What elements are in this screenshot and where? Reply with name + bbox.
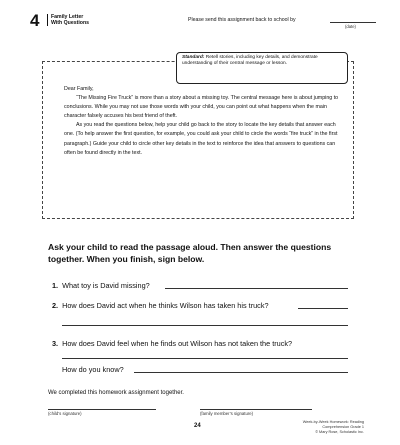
date-input-line[interactable] [330, 22, 376, 23]
child-signature-line[interactable] [48, 409, 156, 410]
footer-line-2: © Mary Rose, Scholastic Inc. [315, 430, 364, 434]
answer-line-1[interactable] [165, 288, 348, 289]
unit-number: 4 [30, 11, 40, 30]
question-1 [52, 281, 150, 290]
question-1-text: What toy is David missing? [62, 281, 150, 290]
question-3b [62, 365, 124, 374]
letter-body [64, 85, 339, 158]
question-2-text: How does David act when he thinks Wilson has taken his truck? [62, 301, 269, 310]
completed-statement: We completed this homework assignment together. [48, 390, 184, 396]
letter-greeting: Dear Family, [64, 86, 94, 92]
unit-title [47, 14, 89, 26]
answer-line-3a[interactable] [62, 358, 348, 359]
family-signature-line[interactable] [200, 409, 312, 410]
answer-line-2b[interactable] [62, 325, 348, 326]
letter-paragraph-2: As you read the questions below, help your child go back to the story to locate the key details that answer each one. (To help answer the first question, for example, you could ask your child to circle the words “fire truck” in the first paragraph.) Guide your child to circle other key details in the text to reinforce the idea that answers to questions can often be found directly in the text. [64, 122, 338, 156]
question-3-number: 3. [52, 339, 59, 348]
question-1-number: 1. [52, 281, 59, 290]
standard-text: Retell stories, including key details, and demonstrate understanding of their central message or lesson. [182, 55, 318, 66]
question-2 [52, 301, 269, 310]
family-signature-label: (family member’s signature) [200, 411, 254, 416]
standard-box [176, 52, 348, 84]
instructions: Ask your child to read the passage aloud. Then answer the questions together. When you finish, sign below. [48, 242, 332, 264]
question-3 [52, 339, 292, 348]
unit-title-line1: Family Letter [51, 14, 84, 20]
page-number: 24 [194, 423, 201, 429]
answer-line-3b[interactable] [134, 372, 348, 373]
question-3b-text: How do you know? [62, 365, 124, 374]
standard-label: Standard: [182, 55, 205, 60]
footer-line-1: Week-by-Week Homework: Reading Comprehension Grade 1 [302, 420, 364, 429]
question-3-text: How does David feel when he finds out Wilson has not taken the truck? [62, 339, 293, 348]
child-signature-label: (child’s signature) [48, 411, 82, 416]
date-label: (date) [345, 24, 356, 29]
send-back-text: Please send this assignment back to school by [188, 17, 296, 23]
answer-line-2a[interactable] [298, 308, 348, 309]
question-2-number: 2. [52, 301, 59, 310]
footer-credit [298, 420, 364, 435]
unit-title-line2: With Questions [51, 20, 89, 26]
letter-paragraph-1: “The Missing Fire Truck” is more than a story about a missing toy. The central message here is about jumping to conclusions. While you may not use those words with your child, you can point out what happens when the main character falsely accuses his best friend of theft. [64, 95, 339, 120]
